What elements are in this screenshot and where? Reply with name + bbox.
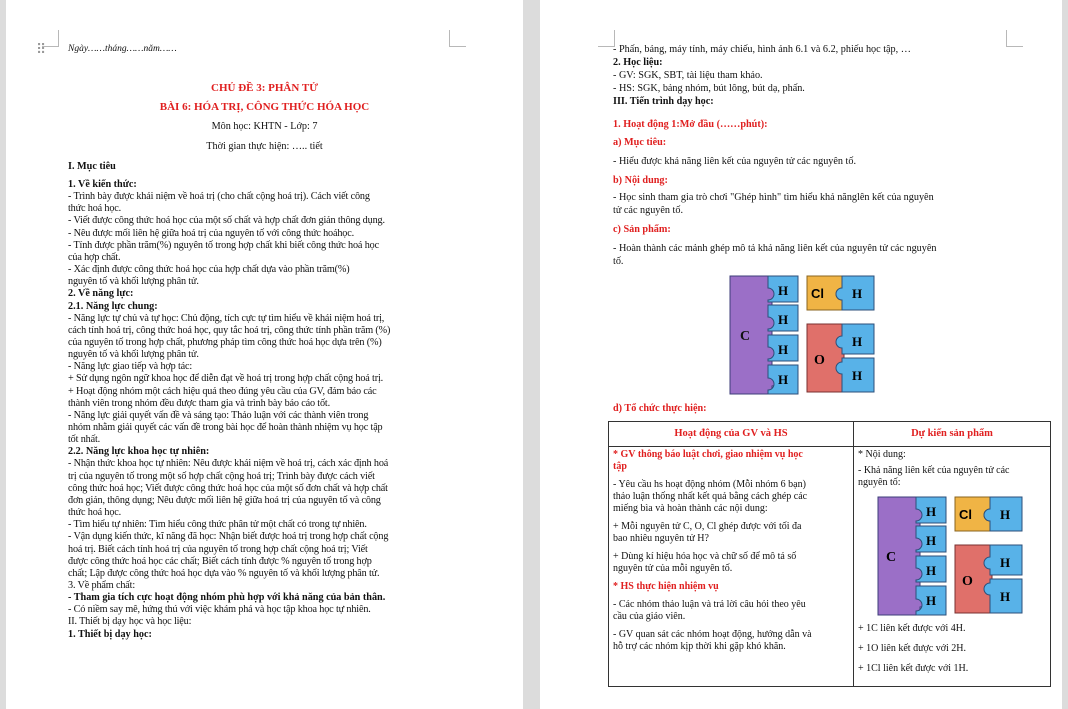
organize-heading: d) Tổ chức thực hiện: [613,403,707,414]
topic-title: CHỦ ĐỀ 3: PHÂN TỬ [211,82,318,94]
body-line: - Năng lực giao tiếp và hợp tác: [68,361,193,373]
activity-table [608,421,1051,687]
body-line: công thức hoá học; Viết được công thức hoá học của một số đơn chất và hợp chất [68,482,388,494]
product-intro: nguyên tố: [858,477,901,488]
product-intro: - Khả năng liên kết của nguyên tử các [858,465,1010,476]
body-line: - Trình bày được khái niệm về hoá trị (cho chất cộng hoá trị). Cách viết công [68,191,370,203]
table-header-product: Dự kiến sản phẩm [854,422,1051,447]
carbon-label: C [740,329,751,344]
hydrogen-label: H [852,334,863,349]
product-heading: c) Sản phẩm: [613,224,671,235]
step1-line: nguyên tử của mỗi nguyên tố. [613,563,733,574]
table-cell-activity [609,447,854,687]
hydrogen-label: H [926,563,937,578]
body-line: nhóm nhằm giải quyết các vấn đề trong bài học để hoàn thành nhiệm vụ học tập [68,422,383,433]
hydrogen-label: H [926,593,937,608]
date-line[interactable]: Ngày……tháng……năm…… [68,44,177,54]
chlorine-piece [807,276,874,310]
body-line: trị của nguyên tố trong một số hợp chất cộng hoá trị; Trình bày được cách viết [68,470,375,482]
step2-line: hỗ trợ các nhóm kịp thời khi gặp khó khăn. [613,641,786,652]
goal-heading: a) Mục tiêu: [613,137,667,148]
body-line: - Tính được phần trăm(%) nguyên tố trong hợp chất khi biết công thức hoá học [68,239,379,251]
body-line: - Vận dụng kiến thức, kĩ năng đã học: Nhận biết được hoá trị trong hợp chất cộng [68,531,389,543]
body-line: thức hoá học. [68,507,122,519]
table-cell-product [854,447,1051,687]
body-line: 3. Về phẩm chất: [68,579,136,591]
body-line: hoá trị. Biết cách tính hoá trị của nguyên tố trong hợp chất cộng hoá trị; Viết [68,543,368,555]
chlorine-label: Cl [959,507,972,522]
body-line: thành viên trong nhóm đều được tham gia và trình bày báo cáo tốt. [68,397,331,409]
body-line: thức hoá học. [68,203,122,215]
oxygen-piece [807,324,874,392]
subject-line: Môn học: KHTN - Lớp: 7 [211,121,318,132]
body-line: của nguyên tố trong hợp chất, phương pháp tìm công thức hoá học dựa trên (%) [68,336,382,348]
body-line: tốt nhất. [68,434,101,446]
product-line: tố. [613,256,624,267]
oxygen-label: O [962,574,973,589]
body-line: nguyên tố và khối lượng phân tử. [68,276,199,288]
body-line: - HS: SGK, bảng nhóm, bút lông, bút dạ, phấn. [613,83,805,94]
content-line: - Học sinh tham gia trò chơi "Ghép hình" tìm hiểu khả nănglên kết của nguyên [613,192,934,203]
puzzle-figure [728,274,878,396]
table-header-activity: Hoạt động của GV và HS [609,422,854,447]
body-line: - Năng lực giải quyết vấn đề và sáng tạo: Thảo luận với các thành viên trong [68,409,369,421]
hydrogen-label: H [852,286,863,301]
section-heading: I. Mục tiêu [68,161,116,172]
margin-corner-top-right [449,30,466,47]
content-heading: b) Nội dung: [613,175,668,186]
drag-handle-icon[interactable]: ⠿ [36,42,46,58]
document-page-left [6,0,523,709]
hydrogen-label: H [778,312,789,327]
body-line: chất; Lập được công thức hoá học dựa vào % nguyên tố và khối lượng phân tử. [68,567,380,579]
result-line: + 1C liên kết được với 4H. [858,623,966,634]
body-line: + Hoạt động nhóm một cách hiệu quả theo đúng yêu cầu của GV, đảm bảo các [68,385,377,397]
margin-corner-top-right [1006,30,1023,47]
oxygen-label: O [814,353,825,368]
chlorine-label: Cl [811,286,824,301]
body-line: của hợp chất. [68,251,121,263]
section-heading: III. Tiến trình dạy học: [613,96,714,107]
step1-line: miếng bìa và hoàn thành các nội dung: [613,503,768,514]
body-line: - Nêu được mối liên hệ giữa hoá trị của nguyên tố với công thức hoáhọc. [68,227,355,239]
section-heading: 2.2. Năng lực khoa học tự nhiên: [68,446,210,458]
puzzle-figure-small [876,495,1026,617]
result-line: + 1O liên kết được với 2H. [858,643,967,654]
body-line: II. Thiết bị dạy học và học liệu: [68,616,192,628]
result-line: + 1Cl liên kết được với 1H. [858,663,969,674]
body-line: - Viết được công thức hoá học của một số chất và hợp chất đơn giản thông dụng. [68,215,385,227]
step2-line: cầu của giáo viên. [613,611,686,622]
document-page-right [540,0,1062,709]
body-line: - Năng lực tự chủ và tự học: Chủ động, tích cực tự tìm hiểu về khái niệm hoá trị, [68,312,385,324]
body-line: + Sử dụng ngôn ngữ khoa học để diễn đạt về hoá trị trong hợp chất cộng hoá trị. [68,373,384,385]
section-heading: 2.1. Năng lực chung: [68,300,158,312]
section-heading: 2. Về năng lực: [68,288,134,300]
body-line: đơn giản, thông dụng; Nêu được mối liên hệ giữa hoá trị của nguyên tố và công [68,494,381,506]
duration-line: Thời gian thực hiện: ….. tiết [206,141,323,152]
step1-line: + Dùng kí hiệu hóa học và chữ số để mô tả số [613,551,797,562]
hydrogen-label: H [1000,589,1011,604]
step1-line: thảo luận thống nhất kết quả bằng cách ghép các [613,491,808,502]
body-line: - Có niềm say mê, hứng thú với việc khám phá và học tập khoa học tự nhiên. [68,604,371,616]
hydrogen-label: H [926,533,937,548]
hydrogen-label: H [778,342,789,357]
step1-title: tập [613,461,627,472]
content-line: tử các nguyên tố. [613,205,684,216]
section-heading: 1. Thiết bị dạy học: [68,628,152,640]
hydrogen-label: H [778,283,789,298]
step2-title: * HS thực hiện nhiệm vụ [613,581,719,592]
body-line: - Nhận thức khoa học tự nhiên: Nêu được khái niệm về hoá trị, cách xác định hoá [68,458,389,470]
section-heading: 2. Học liệu: [613,57,663,68]
step1-title: * GV thông báo luật chơi, giao nhiệm vụ học [613,449,803,460]
body-line: - Phấn, bảng, máy tính, máy chiếu, hình ảnh 6.1 và 6.2, phiếu học tập, … [613,44,911,55]
body-line: - Tìm hiểu tự nhiên: Tìm hiểu công thức phân tử một chất có trong tự nhiên. [68,519,367,531]
hydrogen-label: H [852,368,863,383]
step1-line: - Yêu cầu hs hoạt động nhóm (Mỗi nhóm 6 bạn) [613,479,806,490]
section-heading: - Tham gia tích cực hoạt động nhóm phù hợp với khả năng của bản thân. [68,592,386,604]
hydrogen-label: H [1000,555,1011,570]
step1-line: + Mỗi nguyên tử C, O, Cl ghép được với tối đa [613,521,802,532]
body-line: - GV: SGK, SBT, tài liệu tham khảo. [613,70,763,81]
hydrogen-label: H [926,504,937,519]
hydrogen-label: H [1000,507,1011,522]
step1-line: bao nhiêu nguyên tử H? [613,533,709,544]
activity-heading: 1. Hoạt động 1:Mở đầu (……phút): [613,119,768,130]
section-heading: 1. Về kiến thức: [68,179,137,190]
goal-text: - Hiểu được khả năng liên kết của nguyên tử các nguyên tố. [613,156,857,167]
lesson-title: BÀI 6: HÓA TRỊ, CÔNG THỨC HÓA HỌC [159,101,370,113]
hydrogen-label: H [778,372,789,387]
product-intro: * Nội dung: [858,449,906,460]
product-line: - Hoàn thành các mảnh ghép mô tả khả năng liên kết của nguyên tử các nguyên [613,243,937,254]
body-line: cách tính hoá trị, công thức hoá học, quy tắc hoá trị, công thức tính phần trăm (%) [68,324,391,336]
carbon-label: C [886,550,897,565]
body-line: được công thức hoá học các chất; Biết cách tính được % nguyên tố trong hợp [68,555,372,567]
body-line: - Xác định được công thức hoá học của hợp chất dựa vào phần trăm(%) [68,264,350,276]
step2-line: - Các nhóm thảo luận và trả lời câu hỏi theo yêu [613,599,806,610]
body-line: nguyên tố và khối lượng phân tử. [68,349,199,361]
step2-line: - GV quan sát các nhóm hoạt động, hướng dẫn và [613,629,812,640]
